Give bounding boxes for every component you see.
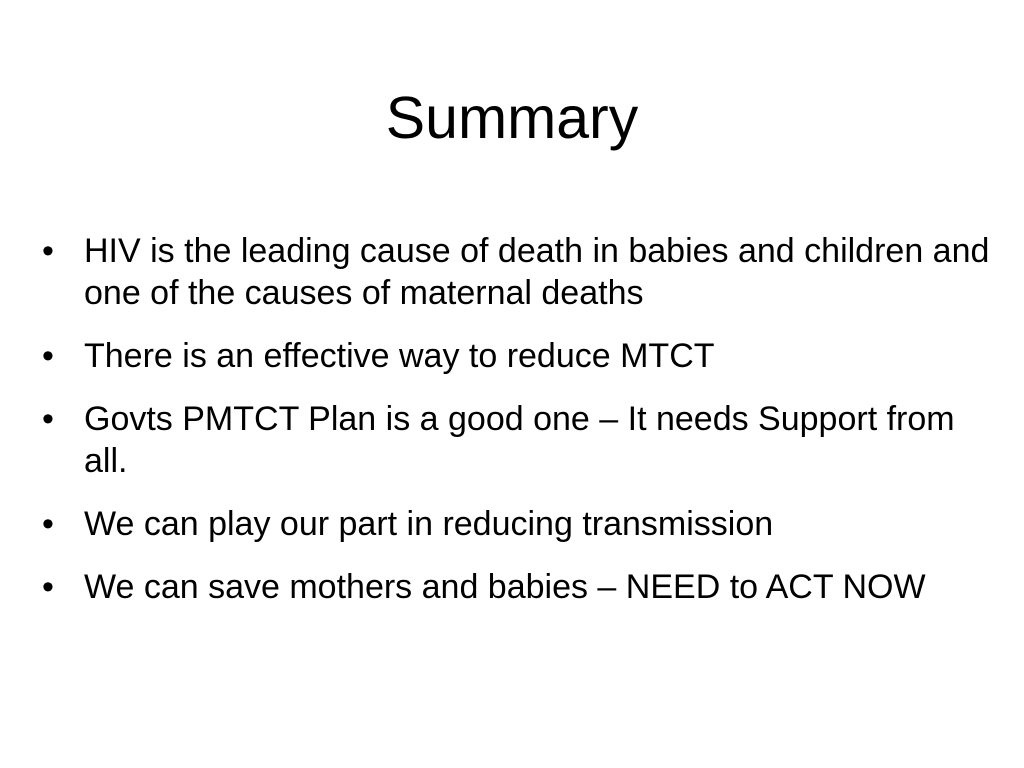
- bullet-dot-icon: •: [42, 232, 54, 270]
- bullet-dot-icon: •: [42, 337, 54, 375]
- bullet-dot-icon: •: [42, 400, 54, 438]
- bullet-item: [42, 503, 992, 545]
- bullet-item: [42, 335, 992, 377]
- bullet-text: HIV is the leading cause of death in babies and children and one of the causes of maternal deaths: [84, 232, 990, 312]
- bullet-text: We can play our part in reducing transmission: [84, 505, 774, 543]
- bullet-text: We can save mothers and babies – NEED to ACT NOW: [84, 568, 926, 606]
- bullet-item: [42, 398, 992, 482]
- bullet-text: There is an effective way to reduce MTCT: [84, 337, 715, 375]
- bullet-list: [42, 230, 992, 629]
- bullet-text: Govts PMTCT Plan is a good one – It needs Support from all.: [84, 400, 955, 480]
- bullet-dot-icon: •: [42, 568, 54, 606]
- bullet-item: [42, 566, 992, 608]
- bullet-item: [42, 230, 992, 314]
- slide-title: Summary: [385, 85, 639, 151]
- bullet-dot-icon: •: [42, 505, 54, 543]
